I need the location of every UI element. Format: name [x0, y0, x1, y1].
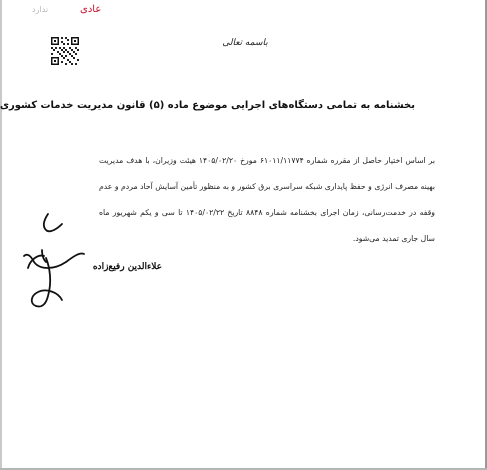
qr-code-icon — [50, 36, 80, 66]
classification-label: ندارد — [32, 5, 49, 14]
header-labels — [32, 4, 122, 18]
signer-name: علاءالدین رفیع‌زاده — [92, 262, 162, 272]
bismillah-heading: باسمه تعالی — [222, 38, 268, 48]
priority-badge: عادی — [80, 4, 102, 15]
document-body: بر اساس اختیار حاصل از مقرره شماره ۶۱۰۱۱/۱۱۷۷۴ مورخ ۱۴۰۵/۰۲/۲۰ هیئت وزیران، با هدف مدیریت بهینه مصرف انرژی و حفظ پایداری شبکه سراسری برق کشور و به منظور تأمین آسایش آحاد مردم و عدم وقفه در خدمت‌رسانی، زمان اجرای بخشنامه شماره ۸۸۴۸ تاریخ ۱۴۰۵/۰۲/۲۲ تا سی و یکم شهریور ماه سال جاری تمدید می‌شود. — [99, 156, 436, 243]
signature-image — [18, 208, 88, 318]
page-border-left — [0, 0, 2, 470]
document-title: بخشنامه به تمامی دستگاه‌های اجرایی موضوع ماده (۵) قانون مدیریت خدمات کشوری — [0, 100, 415, 111]
